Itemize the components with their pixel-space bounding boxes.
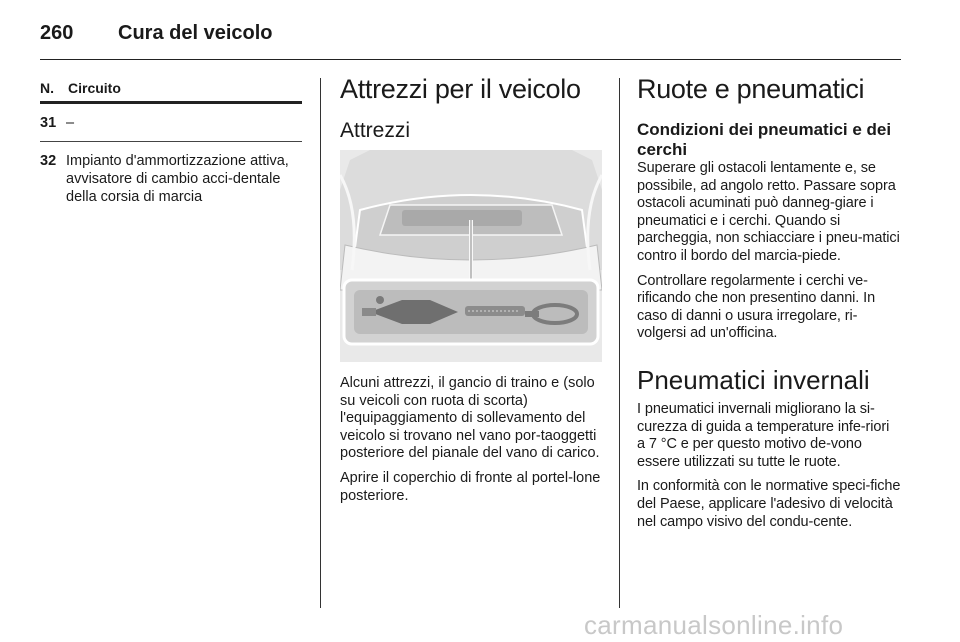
row-text: Impianto d'ammortizzazione attiva, avvisatore di cambio acci-dentale della corsia di marcia	[66, 153, 289, 205]
page-header-title: Cura del veicolo	[118, 22, 273, 44]
table-row	[40, 104, 302, 142]
section-heading: Ruote e pneumatici	[637, 74, 865, 104]
paragraph: In conformità con le normative speci-fiche del Paese, applicare l'adesivo di velocità nel campo visivo del condu-cente.	[637, 478, 901, 530]
tools-section	[340, 72, 602, 144]
paragraph: Aprire il coperchio di fronte al portel-lone posteriore.	[340, 469, 601, 504]
column-divider	[619, 78, 620, 608]
subsection-heading: Condizioni dei pneumatici e dei cerchi	[637, 120, 892, 159]
vehicle-tools-illustration	[340, 150, 602, 362]
tools-text	[340, 375, 602, 505]
paragraph: Superare gli ostacoli lentamente e, se possibile, ad angolo retto. Passare sopra ostacoli acuminati può danneg-giare i pneumatici e i cerchi. Quando si parcheggia, non schiacciare i pneu-matici contro il bordo del marcia-piede.	[637, 160, 900, 264]
paragraph: I pneumatici invernali migliorano la si-curezza di guida a temperature infe-riori a 7 °C e per questo motivo de-vono essere utilizzati su tutte le ruote.	[637, 400, 890, 470]
column-header-circuit: Circuito	[68, 80, 121, 96]
circuit-table	[40, 80, 302, 215]
paragraph: Controllare regolarmente i cerchi ve-rificando che non presentino danni. In caso di danni o usura irregolare, ri-volgersi ad un'officina.	[637, 272, 876, 342]
column-divider	[320, 78, 321, 608]
wheels-tyres-section	[637, 72, 901, 531]
row-number: 31	[40, 115, 57, 131]
watermark: carmanualsonline.info	[584, 610, 844, 640]
section-subheading: Attrezzi	[340, 119, 411, 142]
column-header-number: N.	[40, 80, 54, 96]
table-row	[40, 142, 302, 215]
table-header	[40, 80, 302, 104]
row-number: 32	[40, 153, 57, 169]
row-text: –	[66, 115, 75, 131]
paragraph: Alcuni attrezzi, il gancio di traino e (solo su veicoli con ruota di scorta) l'equipaggiamento di sollevamento del veicolo si trovano nel vano por-taoggetti posteriore del pianale del vano di carico.	[340, 375, 600, 462]
section-heading: Attrezzi per il veicolo	[340, 74, 581, 104]
page-number: 260	[40, 22, 74, 44]
section-heading-winter-tyres: Pneumatici invernali	[637, 364, 870, 395]
header-rule	[40, 59, 901, 60]
